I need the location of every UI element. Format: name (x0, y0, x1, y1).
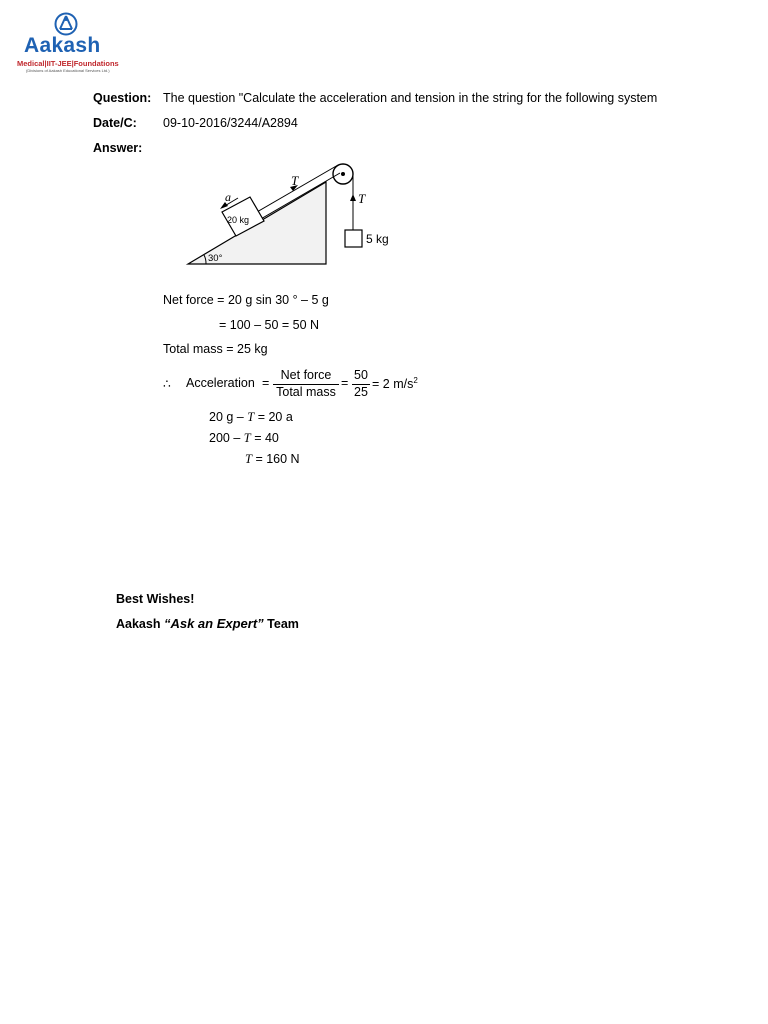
best-wishes: Best Wishes! (116, 592, 195, 606)
logo-name: Aakash (24, 34, 101, 57)
net-force-line2: = 100 – 50 = 50 N (219, 318, 320, 332)
team-signature (116, 616, 299, 631)
acceleration-word: Acceleration (186, 376, 255, 390)
tension-label-hanging: T (358, 191, 366, 206)
acceleration-result-value: = 2 m/s (372, 377, 414, 392)
angle-label: 30° (208, 253, 223, 264)
hanging-mass-label: 5 kg (366, 232, 389, 246)
accel-label: a (225, 190, 231, 204)
tension-eq2-left: 200 – (209, 431, 241, 445)
logo-tagline: Medical|IIT-JEE|Foundations (17, 59, 119, 68)
team-quote: “Ask an Expert” (163, 616, 264, 631)
frac1-numerator: Net force (280, 368, 332, 382)
team-prefix: Aakash (116, 617, 161, 631)
tension-eq1-T: T (247, 410, 255, 424)
tension-eq1-right: = 20 a (257, 410, 293, 424)
tension-eq3-T: T (245, 452, 252, 466)
acceleration-result (372, 376, 418, 391)
tension-eq3 (245, 452, 300, 467)
question-text: The question "Calculate the acceleration and tension in the string for the following system (163, 91, 658, 105)
equals-1: = (262, 376, 270, 390)
tension-eq2-right: = 40 (254, 431, 279, 445)
aakash-logo (16, 10, 120, 74)
question-label: Question: (93, 91, 152, 105)
team-suffix: Team (267, 617, 299, 631)
tension-label-incline: T (291, 173, 299, 188)
frac2-numerator: 50 (354, 368, 368, 382)
date-label: Date/C: (93, 116, 137, 130)
net-force-line1: Net force = 20 g sin 30 ° – 5 g (163, 293, 329, 307)
equals-2: = (341, 376, 349, 390)
tension-eq1 (209, 410, 293, 425)
logo-subtitle: (Divisions of Aakash Educational Services Ltd.) (26, 68, 110, 73)
frac2-denominator: 25 (354, 385, 368, 399)
total-mass-line: Total mass = 25 kg (163, 342, 268, 356)
tension-arrow-hanging (350, 194, 356, 201)
tension-eq2 (209, 431, 279, 446)
answer-label: Answer: (93, 141, 143, 155)
incline-pulley-diagram (180, 160, 410, 270)
date-value: 09-10-2016/3244/A2894 (163, 116, 298, 130)
acceleration-exponent: 2 (413, 376, 418, 385)
block-5kg (345, 230, 362, 247)
block-mass-label: 20 kg (227, 215, 250, 225)
tension-eq2-T: T (243, 431, 251, 445)
frac1-denominator: Total mass (276, 385, 336, 399)
tension-eq1-left: 20 g – (209, 410, 244, 424)
therefore-symbol: ∴ (163, 377, 171, 391)
tension-eq3-right: = 160 N (255, 452, 300, 466)
